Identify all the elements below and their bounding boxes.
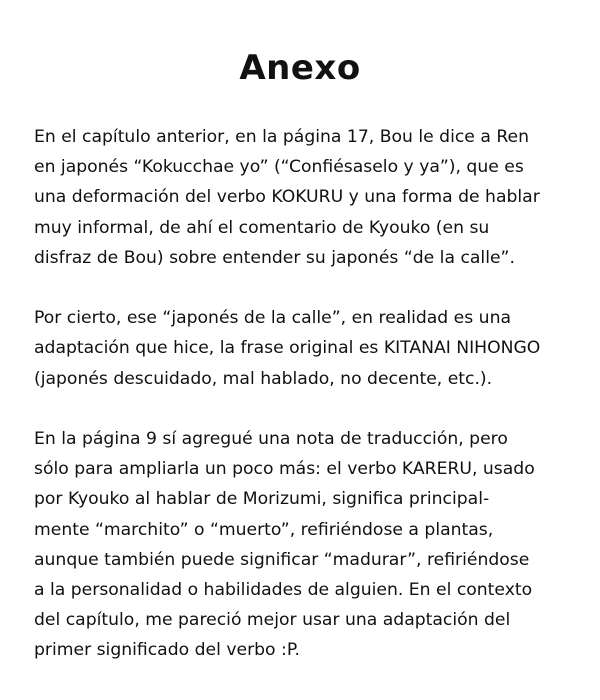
- text-line: (japonés descuidado, mal hablado, no decente, etc.).: [34, 368, 493, 389]
- text-line: adaptación que hice, la frase original es KITANAI NIHONGO: [34, 338, 541, 359]
- paragraph-3: [34, 424, 574, 666]
- text-line: una deformación del verbo KOKURU y una forma de hablar: [34, 187, 540, 208]
- text-line: En el capítulo anterior, en la página 17, Bou le dice a Ren: [34, 127, 529, 147]
- text-line: disfraz de Bou) sobre entender su japonés “de la calle”.: [34, 247, 515, 268]
- text-line: En la página 9 sí agregué una nota de traducción, pero: [34, 429, 508, 449]
- text-line: Por cierto, ese “japonés de la calle”, en realidad es una: [34, 308, 511, 329]
- text-line: en japonés “Kokucchae yo” (“Confiésaselo y ya”), que es: [34, 157, 524, 178]
- text-line: muy informal, de ahí el comentario de Kyouko (en su: [34, 217, 490, 238]
- paragraph-1: [34, 122, 574, 273]
- text-line: mente “marchito” o “muerto”, refiriéndose a plantas,: [34, 519, 494, 540]
- page-title: Anexo: [239, 48, 361, 88]
- paragraph-2: [34, 303, 574, 394]
- text-line: a la personalidad o habilidades de alguien. En el contexto: [34, 580, 533, 601]
- text-line: sólo para ampliarla un poco más: el verbo KARERU, usado: [34, 459, 535, 480]
- annex-body: [34, 122, 574, 696]
- text-line: por Kyouko al hablar de Morizumi, significa principal-: [34, 489, 490, 510]
- text-line: aunque también puede significar “madurar”, refiriéndose: [34, 549, 530, 570]
- text-line: primer significado del verbo :P.: [34, 640, 300, 661]
- text-line: del capítulo, me pareció mejor usar una adaptación del: [34, 610, 511, 631]
